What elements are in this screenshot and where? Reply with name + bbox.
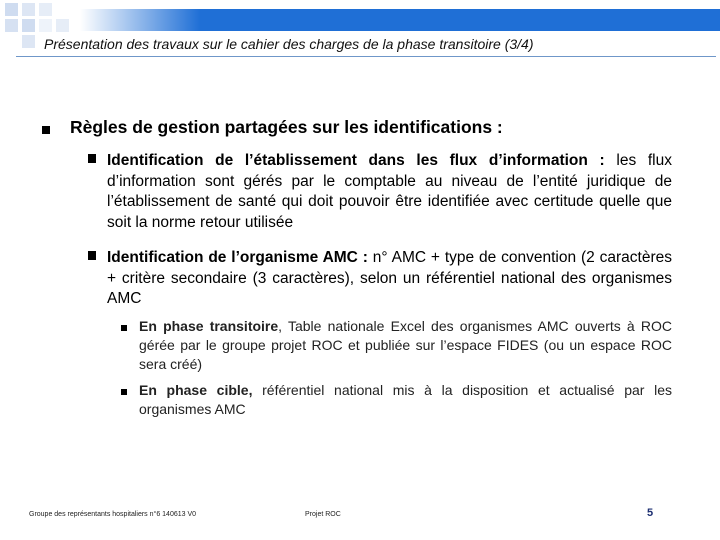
bullet-text: les flux d’information sont gérés par le comptable au niveau de l’entité juridique de l’établissement de santé qui doit pouvoir être identifiée avec certitude quelle que soit la norme retour utilisée <box>107 152 672 231</box>
square-bullet-icon <box>88 251 96 260</box>
bullet-text: n° AMC + type de convention (2 caractères + critère secondaire (3 caractères), selon un référentiel national des organismes AMC <box>107 249 672 307</box>
slide-title: Présentation des travaux sur le cahier des charges de la phase transitoire (3/4) <box>44 36 534 52</box>
sub-item-text: référentiel national mis à la disposition et actualisé par les organismes AMC <box>139 382 672 417</box>
title-divider <box>16 56 716 57</box>
deco-square <box>5 19 18 32</box>
deco-square <box>5 3 18 16</box>
header-band <box>80 9 720 31</box>
sub-item-label: En phase transitoire <box>139 318 279 334</box>
bullet-label: Identification de l’organisme AMC : <box>107 249 373 266</box>
sub-item-phase-transitoire <box>139 317 672 374</box>
deco-square <box>56 19 69 32</box>
sub-item-label: En phase cible, <box>139 382 263 398</box>
bullet-item-etablissement <box>107 151 672 233</box>
deco-square <box>39 3 52 16</box>
square-bullet-icon <box>88 154 96 163</box>
deco-square <box>22 19 35 32</box>
square-bullet-icon <box>121 389 127 395</box>
square-bullet-icon <box>121 325 127 331</box>
deco-square <box>22 35 35 48</box>
footer-left: Groupe des représentants hospitaliers n°6 140613 V0 <box>29 511 197 518</box>
bullet-item-organisme-amc <box>107 248 672 310</box>
section-heading: Règles de gestion partagées sur les identifications : <box>70 117 503 137</box>
bullet-label: Identification de l’établissement dans les flux d’information : <box>107 152 617 169</box>
header-band-fade <box>80 9 200 31</box>
footer-center: Projet ROC <box>305 511 341 518</box>
square-bullet-icon <box>42 126 50 134</box>
sub-item-text: , Table nationale Excel des organismes AMC ouverts à ROC gérée par le groupe projet ROC et publiée sur l’espace FIDES (ou un espace ROC sera créé) <box>139 318 672 372</box>
sub-item-phase-cible <box>139 381 672 419</box>
page-number: 5 <box>647 507 654 519</box>
deco-square <box>22 3 35 16</box>
deco-square <box>39 19 52 32</box>
